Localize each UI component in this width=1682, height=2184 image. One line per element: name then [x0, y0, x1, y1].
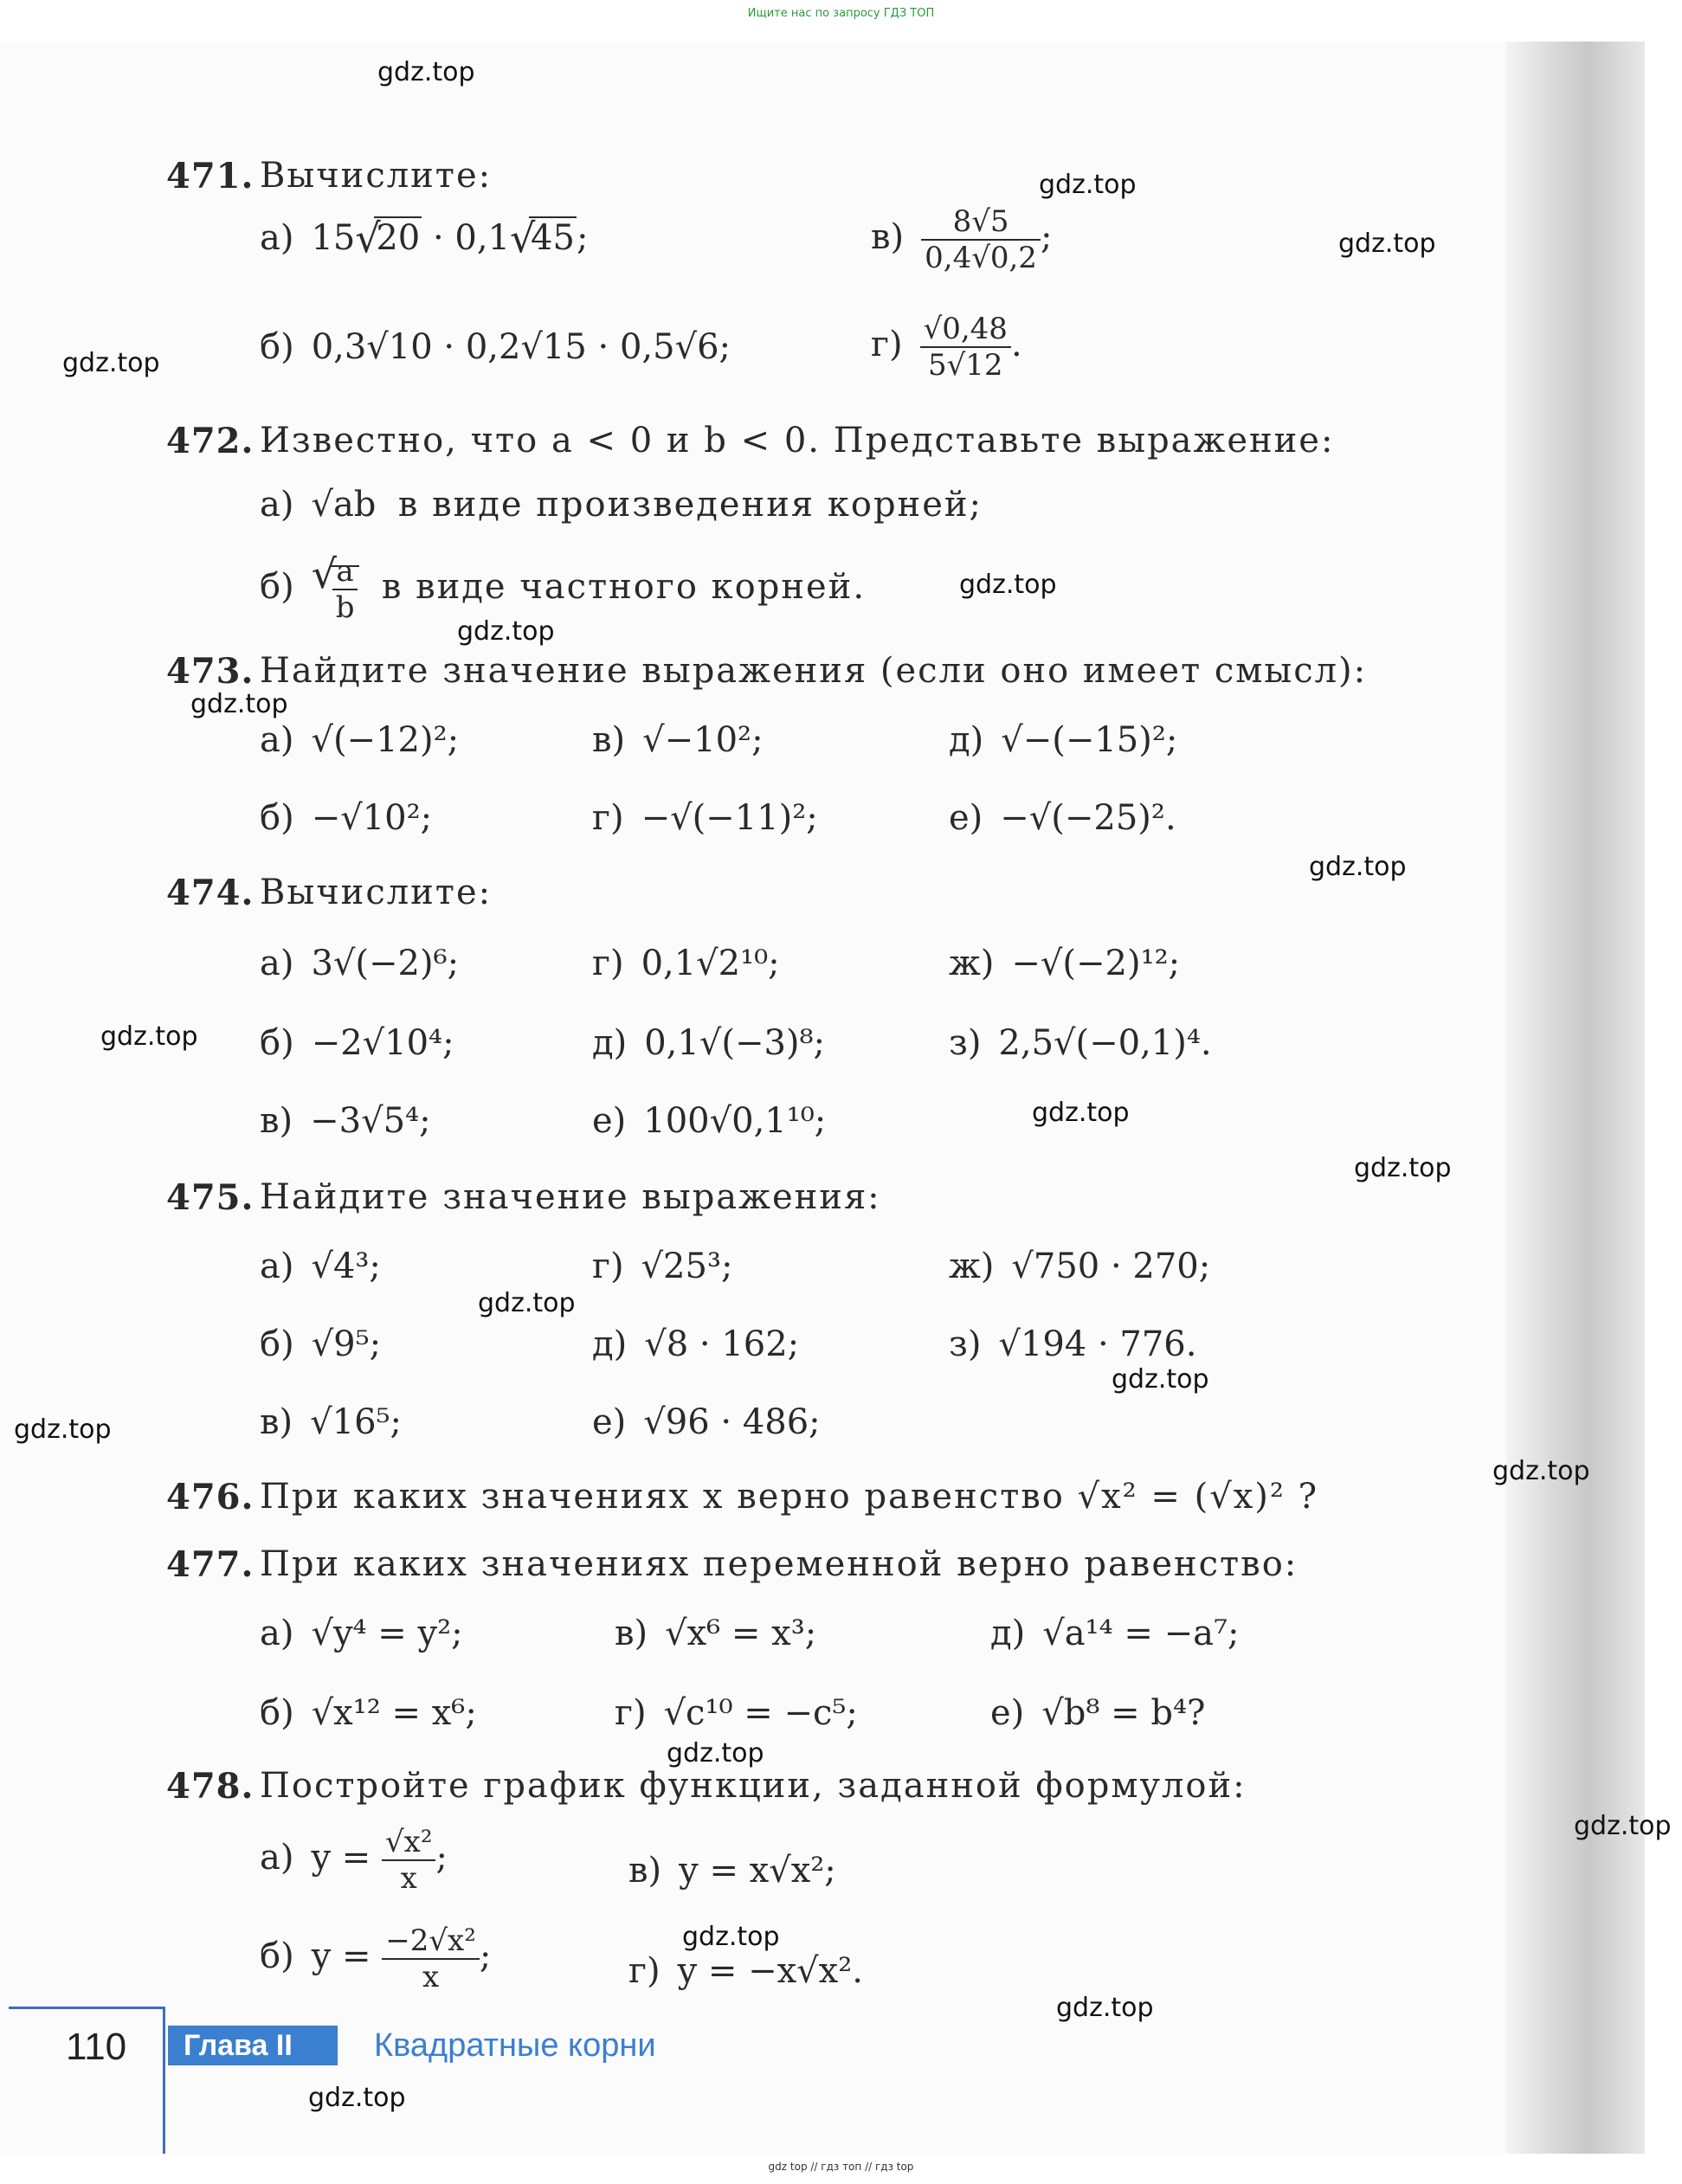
- item-474: б) −2√10⁴;: [260, 1023, 454, 1063]
- problem-title: Постройте график функции, заданной формулой:: [260, 1766, 1247, 1806]
- item-475: д) √8 · 162;: [592, 1324, 800, 1364]
- watermark: gdz.top: [190, 689, 288, 719]
- problem-number: 477.: [166, 1544, 255, 1585]
- item-477: а) √y⁴ = y²;: [260, 1614, 463, 1653]
- item-477: в) √x⁶ = x³;: [615, 1614, 817, 1653]
- item-474: е) 100√0,1¹⁰;: [592, 1101, 827, 1141]
- watermark: gdz.top: [14, 1414, 112, 1445]
- watermark: gdz.top: [959, 570, 1057, 600]
- item-474: г) 0,1√2¹⁰;: [592, 944, 780, 983]
- footer-rule-vertical: [163, 2007, 165, 2154]
- item-477: е) √b⁸ = b⁴?: [990, 1693, 1206, 1733]
- item-471-g: г) $\frac{√0,48}{5√12}$ .: [871, 312, 1022, 383]
- watermark: gdz.top: [1056, 1993, 1154, 2023]
- watermark: gdz.top: [308, 2083, 406, 2113]
- item-471-b: б) 0,3√10 · 0,2√15 · 0,5√6;: [260, 327, 731, 367]
- watermark: gdz.top: [1309, 852, 1407, 882]
- watermark: gdz.top: [1338, 229, 1436, 259]
- watermark: gdz.top: [457, 616, 555, 647]
- problem-title: Вычислите:: [260, 873, 493, 912]
- item-475: ж) √750 · 270;: [949, 1247, 1211, 1286]
- watermark: gdz.top: [377, 57, 475, 87]
- item-474: з) 2,5√(−0,1)⁴.: [949, 1023, 1212, 1063]
- page-number: 110: [66, 2026, 127, 2068]
- problem-number: 471.: [166, 156, 255, 196]
- item-473: б) −√10²;: [260, 798, 433, 838]
- item-473: е) −√(−25)².: [949, 798, 1176, 838]
- item-478-b: б) y = $\frac{\text{−2√x²}}{x}$ ;: [260, 1923, 492, 1994]
- item-471-v: в) $\frac{8√5}{0,4√0,2}$ ;: [871, 204, 1053, 275]
- problem-title: При каких значениях x верно равенство √x² = (√x)² ?: [260, 1477, 1319, 1517]
- item-475: е) √96 · 486;: [592, 1402, 821, 1442]
- item-475: а) √4³;: [260, 1247, 381, 1286]
- item-473: а) √(−12)²;: [260, 720, 460, 760]
- item-473: г) −√(−11)²;: [592, 798, 818, 838]
- item-472-a: а) √ab в виде произведения корней;: [260, 485, 983, 525]
- top-note[interactable]: Ищите нас по запросу ГДЗ ТОП: [747, 7, 935, 20]
- watermark: gdz.top: [62, 348, 160, 378]
- item-477: д) √a¹⁴ = −a⁷;: [990, 1614, 1240, 1653]
- chapter-title: Квадратные корни: [374, 2027, 656, 2064]
- watermark: gdz.top: [682, 1922, 780, 1952]
- item-474: а) 3√(−2)⁶;: [260, 944, 460, 983]
- problem-title: Найдите значение выражения:: [260, 1177, 881, 1217]
- watermark: gdz.top: [1032, 1098, 1130, 1128]
- bottom-note[interactable]: gdz top // гдз топ // гдз top: [768, 2161, 914, 2173]
- problem-number: 478.: [166, 1766, 255, 1807]
- item-475: з) √194 · 776.: [949, 1324, 1197, 1364]
- item-472-b: б) √ $\frac{a}{b}$ в виде частного корней.: [260, 554, 866, 625]
- item-477: г) √c¹⁰ = −c⁵;: [615, 1693, 858, 1733]
- footer-rule: [9, 2007, 164, 2009]
- watermark: gdz.top: [1354, 1153, 1452, 1183]
- item-471-a: а) 15√ 20 · 0,1√ 45;: [260, 218, 588, 258]
- problem-title: Известно, что a < 0 и b < 0. Представьте выражение:: [260, 421, 1335, 461]
- watermark: gdz.top: [478, 1288, 576, 1318]
- problem-number: 472.: [166, 421, 255, 461]
- item-475: б) √9⁵;: [260, 1324, 382, 1364]
- item-478-a: а) y = $\frac{\text{√x²}}{x}$ ;: [260, 1825, 448, 1896]
- item-474: в) −3√5⁴;: [260, 1101, 431, 1141]
- item-478-v: в) y = x√x²;: [628, 1851, 836, 1891]
- chapter-badge: Глава II: [168, 2026, 338, 2065]
- item-475: в) √16⁵;: [260, 1402, 403, 1442]
- problem-number: 475.: [166, 1177, 255, 1218]
- item-473: д) √−(−15)²;: [949, 720, 1178, 760]
- watermark: gdz.top: [1574, 1811, 1672, 1841]
- item-475: г) √25³;: [592, 1247, 733, 1286]
- watermark: gdz.top: [667, 1738, 764, 1768]
- page-sheet: [0, 42, 1524, 2154]
- item-474: ж) −√(−2)¹²;: [949, 944, 1181, 983]
- problem-number: 473.: [166, 651, 255, 692]
- item-474: д) 0,1√(−3)⁸;: [592, 1023, 826, 1063]
- problem-title: При каких значениях переменной верно равенство:: [260, 1544, 1299, 1584]
- problem-title: Найдите значение выражения (если оно имеет смысл):: [260, 651, 1368, 691]
- watermark: gdz.top: [1492, 1456, 1590, 1486]
- problem-title: Вычислите:: [260, 156, 493, 196]
- item-478-g: г) y = −x√x².: [628, 1951, 863, 1991]
- item-477: б) √x¹² = x⁶;: [260, 1693, 477, 1733]
- problem-number: 476.: [166, 1477, 255, 1517]
- problem-number: 474.: [166, 873, 255, 913]
- watermark: gdz.top: [1112, 1364, 1209, 1395]
- item-473: в) √−10²;: [592, 720, 764, 760]
- watermark: gdz.top: [100, 1021, 198, 1052]
- watermark: gdz.top: [1039, 170, 1137, 200]
